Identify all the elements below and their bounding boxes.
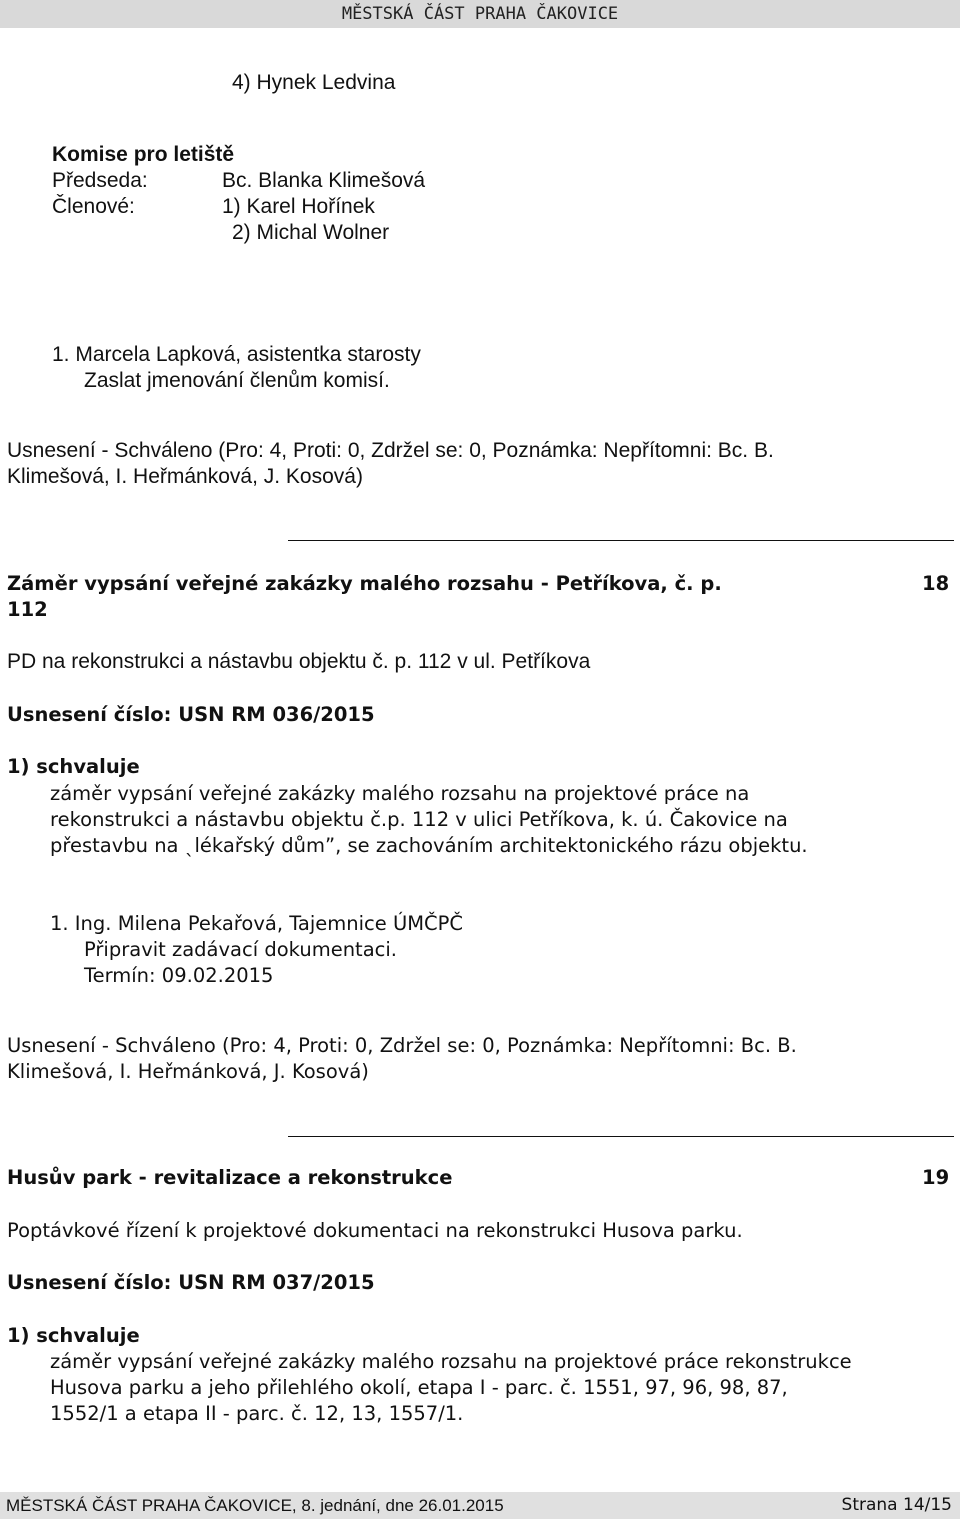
vote-result-cont: Klimešová, I. Heřmánková, J. Kosová) <box>7 1060 369 1083</box>
chair-name: Bc. Blanka Klimešová <box>222 169 426 192</box>
item-18-title-cont: 112 <box>7 598 48 621</box>
task-deadline: Termín: 09.02.2015 <box>84 964 274 987</box>
separator <box>288 1136 954 1137</box>
page-header: MĚSTSKÁ ČÁST PRAHA ČAKOVICE <box>341 4 619 24</box>
vote-result: Usnesení - Schváleno (Pro: 4, Proti: 0, Zdržel se: 0, Poznámka: Nepřítomni: Bc. B. <box>7 1034 797 1057</box>
task-description: Připravit zadávací dokumentaci. <box>84 938 397 961</box>
point-text-cont: rekonstrukci a nástavbu objektu č.p. 112 v ulici Petříkova, k. ú. Čakovice na <box>50 808 788 831</box>
page-number: Strana 14/15 <box>841 1495 952 1515</box>
task-assignee: 1. Ing. Milena Pekařová, Tajemnice ÚMČPČ <box>50 912 464 935</box>
members-label: Členové: <box>52 195 135 218</box>
item-18-title: Záměr vypsání veřejné zakázky malého rozsahu - Petříkova, č. p. <box>7 572 722 595</box>
chair-label: Předseda: <box>52 169 148 192</box>
separator <box>288 540 954 541</box>
member-1: 1) Karel Hořínek <box>222 195 375 218</box>
footer-meeting-info: MĚSTSKÁ ČÁST PRAHA ČAKOVICE, 8. jednání, dne 26.01.2015 <box>6 1496 504 1515</box>
resolution-number: Usnesení číslo: USN RM 037/2015 <box>7 1271 375 1294</box>
point-text-cont: Husova parku a jeho přilehlého okolí, etapa I - parc. č. 1551, 97, 96, 98, 87, <box>50 1376 788 1399</box>
task-description: Zaslat jmenování členům komisí. <box>84 369 390 392</box>
point-label: 1) schvaluje <box>7 755 140 778</box>
prev-commission-member-4: 4) Hynek Ledvina <box>232 71 396 94</box>
point-text-cont: 1552/1 a etapa II - parc. č. 12, 13, 1557/1. <box>50 1402 464 1425</box>
commission-title: Komise pro letiště <box>52 143 235 166</box>
item-19-title: Husův park - revitalizace a rekonstrukce <box>7 1166 453 1189</box>
vote-result-cont: Klimešová, I. Heřmánková, J. Kosová) <box>7 465 363 488</box>
item-19-number: 19 <box>922 1166 950 1189</box>
member-2: 2) Michal Wolner <box>232 221 390 244</box>
item-18-number: 18 <box>922 572 950 595</box>
item-19-subtitle: Poptávkové řízení k projektové dokumentaci na rekonstrukci Husova parku. <box>7 1219 743 1242</box>
point-text: záměr vypsání veřejné zakázky malého rozsahu na projektové práce na <box>50 782 750 805</box>
resolution-number: Usnesení číslo: USN RM 036/2015 <box>7 703 375 726</box>
point-label: 1) schvaluje <box>7 1324 140 1347</box>
task-assignee: 1. Marcela Lapková, asistentka starosty <box>52 343 421 366</box>
point-text-cont: přestavbu na ˎlékařský dům”, se zachováním architektonického rázu objektu. <box>50 834 808 857</box>
vote-result: Usnesení - Schváleno (Pro: 4, Proti: 0, Zdržel se: 0, Poznámka: Nepřítomni: Bc. B. <box>7 439 774 462</box>
item-18-subtitle: PD na rekonstrukci a nástavbu objektu č. p. 112 v ul. Petříkova <box>7 650 591 673</box>
point-text: záměr vypsání veřejné zakázky malého rozsahu na projektové práce rekonstrukce <box>50 1350 852 1373</box>
